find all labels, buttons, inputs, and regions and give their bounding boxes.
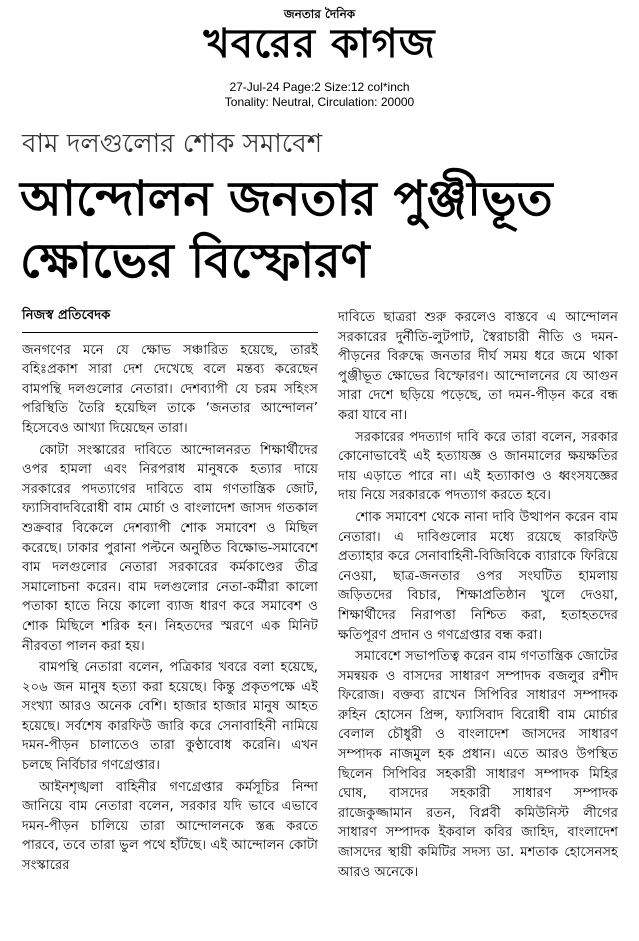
- byline: নিজস্ব প্রতিবেদক: [22, 306, 318, 333]
- paragraph: বামপন্থি নেতারা বলেন, পত্রিকার খবরে বলা হয়েছে, ২০৬ জন মানুষ হত্যা করা হয়েছে। কিন্তু প্রকৃতপক্ষে এই সংখ্যা আরও অনেক বেশি। হাজার হাজার মানুষ আহত হয়েছে। সর্বশেষ কারফিউ জারি করে সেনাবাহিনী নামিয়ে দমন-পীড়ন চালাতেও তারা কুণ্ঠাবোধ করেনি। এখন চলছে নির্বিচার গণগ্রেপ্তার।: [22, 660, 318, 774]
- paragraph: সমাবেশে সভাপতিত্ব করেন বাম গণতান্ত্রিক জোটের সমন্বয়ক ও বাসদের সাধারণ সম্পাদক বজলুর রশীদ ফিরোজ। বক্তব্য রাখেন সিপিবির সাধারণ সম্পাদক রুহিন হোসেন প্রিন্স, ফ্যাসিবাদ বিরোধী বাম মোর্চার বেলাল চৌধুরী ও বাংলাদেশ জাসদের সাধারণ সম্পাদক নাজমুল হক প্রধান। এতে আরও উপস্থিত ছিলেন সিপিবির সহকারী সাধারণ সম্পাদক মিহির ঘোষ, বাসদের সহকারী সাধারণ সম্পাদক রাজেকুজ্জামান রতন, বিপ্লবী কমিউনিস্ট লীগের সাধারণ সম্পাদক ইকবাল কবির জাহিদ, বাংলাদেশ জাসদের স্থায়ী কমিটির সদস্য ডা. মশতাক হোসেনসহ আরও অনেকে।: [338, 649, 618, 880]
- paragraph: আইনশৃঙ্খলা বাহিনীর গণগ্রেপ্তার কর্মসূচির নিন্দা জানিয়ে বাম নেতারা বলেন, সরকার যদি ভাবে এভাবে দমন-পীড়ন চালিয়ে তারা আন্দোলনকে স্তব্ধ করতে পারবে, তবে তারা ভুল পথে হাঁটছে। এই আন্দোলন কোটা সংস্কারের: [22, 779, 318, 874]
- clipping-meta-tonality: Tonality: Neutral, Circulation: 20000: [224, 95, 415, 109]
- masthead: [0, 0, 639, 120]
- article-column-left: [22, 306, 318, 878]
- newspaper-name: খবরের কাগজ: [203, 20, 436, 67]
- paragraph: কোটা সংস্কারের দাবিতে আন্দোলনরত শিক্ষার্থীদের ওপর হামলা এবং নিরপরাধ মানুষকে হত্যার দায়ে সরকারের পদত্যাগের দাবিতে বাম গণতান্ত্রিক জোট, ফ্যাসিবাদবিরোধী বাম মোর্চা ও বাংলাদেশ জাসদ গতকাল শুক্রবার বিকেলে দেশব্যাপী শোক সমাবেশ ও মিছিল করেছে। ঢাকার পুরানা পল্টনে অনুষ্ঠিত বিক্ষোভ-সমাবেশে বাম দলগুলোর নেতারা সরকারের কর্মকাণ্ডের তীব্র সমালোচনা করেন। বাম দলগুলোর নেতা-কর্মীরা কালো পতাকা হাতে নিয়ে কালো ব্যাজ ধারণ করে সমাবেশ ও শোক মিছিলে শরিক হন। নিহতদের স্মরণে এক মিনিট নীরবতা পালন করা হয়।: [22, 442, 318, 654]
- paragraph: জনগণের মনে যে ক্ষোভ সঞ্চারিত হয়েছে, তারই বহিঃপ্রকাশ সারা দেশ দেখেছে বলে মন্তব্য করেছেন বামপন্থি দলগুলোর নেতারা। দেশব্যাপী যে চরম সহিংস পরিস্থিতি তৈরি হয়েছিল তাকে ‘জনতার আন্দোলন’ হিসেবেও আখ্যা দিয়েছেন তারা।: [22, 342, 318, 436]
- paragraph: দাবিতে ছাত্ররা শুরু করলেও বাস্তবে এ আন্দোলন সরকারের দুর্নীতি-লুটপাট, স্বৈরাচারী নীতি ও দমন-পীড়নের বিরুদ্ধে জনতার দীর্ঘ সময় ধরে জমে থাকা পুঞ্জীভূত ক্ষোভের বিস্ফোরণ। আন্দোলনের যে আগুন সারা দেশে ছড়িয়ে পড়েছে, তা দমন-পীড়ন করে বন্ধ করা যাবে না।: [338, 310, 618, 423]
- paragraph: সরকারের পদত্যাগ দাবি করে তারা বলেন, সরকার কোনোভাবেই এই হত্যাযজ্ঞ ও জানমালের ক্ষয়ক্ষতির দায় এড়াতে পারে না। এই হত্যাকাণ্ড ও ধ্বংসযজ্ঞের দায় নিয়ে সরকারকে পদত্যাগ করতে হবে।: [338, 429, 618, 504]
- masthead-tagline: জনতার দৈনিক: [283, 7, 356, 21]
- article-kicker: বাম দলগুলোর শোক সমাবেশ: [22, 129, 323, 159]
- article-column-right: [338, 308, 618, 884]
- paragraph: শোক সমাবেশ থেকে নানা দাবি উত্থাপন করেন বাম নেতারা। এ দাবিগুলোর মধ্যে রয়েছে কারফিউ প্রত্যাহার করে সেনাবাহিনী-বিজিবিকে ব্যারাকে ফিরিয়ে নেওয়া, ছাত্র-জনতার ওপর সংঘটিত হামলায় জড়িতদের বিচার, শিক্ষাপ্রতিষ্ঠান খুলে দেওয়া, শিক্ষার্থীদের নিরাপত্তা নিশ্চিত করা, হতাহতদের ক্ষতিপূরণ প্রদান ও গণগ্রেপ্তার বন্ধ করা।: [338, 509, 618, 643]
- clipping-meta-date-page: 27-Jul-24 Page:2 Size:12 col*inch: [229, 80, 410, 94]
- article-headline: আন্দোলন জনতার পুঞ্জীভূত ক্ষোভের বিস্ফোরণ: [20, 171, 553, 289]
- clipping-meta: [0, 80, 639, 110]
